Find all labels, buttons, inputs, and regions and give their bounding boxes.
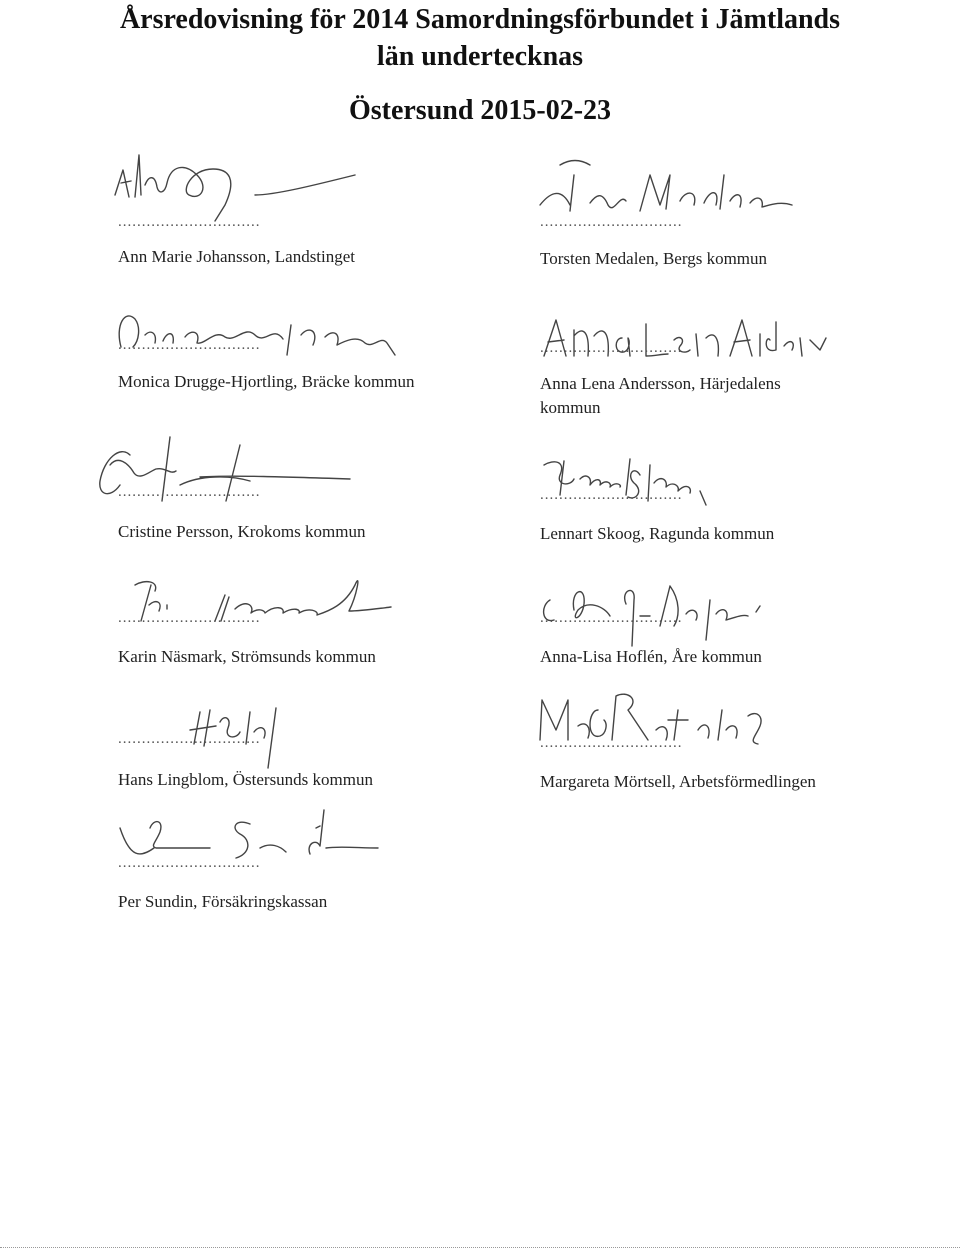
signature-line: .............................. bbox=[118, 484, 261, 500]
signature-line: .............................. bbox=[118, 855, 261, 871]
signatory-name: Margareta Mörtsell, Arbetsförmedlingen bbox=[540, 772, 816, 791]
signature-line: .............................. bbox=[540, 340, 683, 356]
signature-karin-nasmark bbox=[105, 555, 405, 641]
signatory-name: Anna-Lisa Hoflén, Åre kommun bbox=[540, 647, 762, 666]
signature-line: .............................. bbox=[118, 337, 261, 353]
document-title-line-2: län undertecknas bbox=[376, 41, 584, 72]
place-and-date: Östersund 2015-02-23 bbox=[348, 95, 612, 126]
signature-line: .............................. bbox=[118, 731, 261, 747]
signatory-name: Anna Lena Andersson, Härjedalens kommun bbox=[540, 374, 781, 417]
signatory-name: Hans Lingblom, Östersunds kommun bbox=[118, 770, 373, 789]
signature-hans-lingblom bbox=[180, 682, 480, 768]
signatory-name: Torsten Medalen, Bergs kommun bbox=[540, 249, 768, 268]
document-title-line-1: Årsredovisning för 2014 Samordningsförbundet i Jämtlands bbox=[119, 4, 841, 35]
signature-line: .............................. bbox=[118, 610, 261, 626]
signatory-name: Lennart Skoog, Ragunda kommun bbox=[540, 524, 775, 543]
signature-anna-lisa-hoflen bbox=[530, 560, 830, 646]
signature-line: .............................. bbox=[540, 610, 683, 626]
signature-line: .............................. bbox=[118, 214, 261, 230]
signature-line: .............................. bbox=[540, 487, 683, 503]
signature-lennart-skoog bbox=[530, 435, 830, 521]
signature-ann-marie-johansson bbox=[105, 135, 405, 221]
signatory-name: Karin Näsmark, Strömsunds kommun bbox=[118, 647, 376, 666]
signatory-name: Ann Marie Johansson, Landstinget bbox=[118, 247, 356, 266]
signature-line: .............................. bbox=[540, 735, 683, 751]
bottom-divider bbox=[0, 1247, 960, 1248]
signatory-name: Cristine Persson, Krokoms kommun bbox=[118, 522, 366, 541]
signatory-name: Per Sundin, Försäkringskassan bbox=[118, 892, 328, 911]
signature-anna-lena-andersson bbox=[530, 290, 830, 376]
signatory-name: Monica Drugge-Hjortling, Bräcke kommun bbox=[118, 372, 415, 391]
signature-monica-drugge-hjortling bbox=[105, 285, 405, 371]
signature-margareta-mortsell bbox=[528, 680, 828, 766]
signature-line: .............................. bbox=[540, 214, 683, 230]
